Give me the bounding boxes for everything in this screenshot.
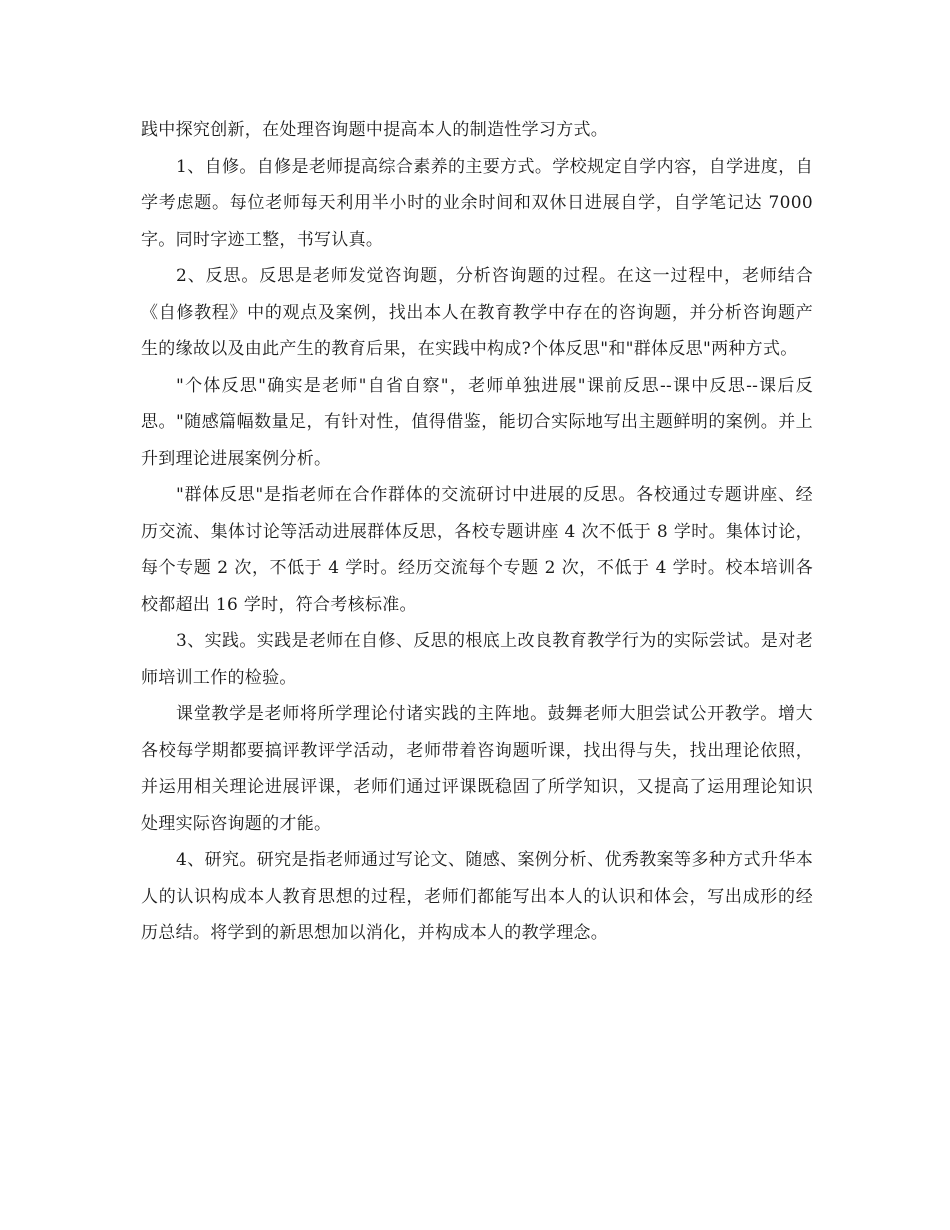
paragraph-self-study: 1、自修。自修是老师提高综合素养的主要方式。学校规定自学内容，自学进度，自学考虑题。每位老师每天利用半小时的业余时间和双休日进展自学，自学笔记达 7000 字。同时字迹工整，书写认真。	[141, 156, 813, 250]
document-body	[141, 112, 813, 952]
paragraph-continuation: 践中探究创新，在处理咨询题中提高本人的制造性学习方式。	[141, 120, 609, 140]
paragraph-practice: 3、实践。实践是老师在自修、反思的根底上改良教育教学行为的实际尝试。是对老师培训工作的检验。	[141, 631, 813, 688]
paragraph-group-reflection: "群体反思"是指老师在合作群体的交流研讨中进展的反思。各校通过专题讲座、经历交流、集体讨论等活动进展群体反思，各校专题讲座 4 次不低于 8 学时。集体讨论，每个专题 2 次，不低于 4 学时。经历交流每个专题 2 次，不低于 4 学时。校本培训各校都超出 16 学时，符合考核标准。	[141, 485, 813, 615]
paragraph-classroom-teaching: 课堂教学是老师将所学理论付诸实践的主阵地。鼓舞老师大胆尝试公开教学。增大各校每学期都要搞评教评学活动，老师带着咨询题听课，找出得与失，找出理论依照，并运用相关理论进展评课，老师们通过评课既稳固了所学知识，又提高了运用理论知识处理实际咨询题的才能。	[141, 704, 813, 834]
paragraph-individual-reflection: "个体反思"确实是老师"自省自察"，老师单独进展"课前反思--课中反思--课后反思。"随感篇幅数量足，有针对性，值得借鉴，能切合实际地写出主题鲜明的案例。并上升到理论进展案例分析。	[141, 375, 813, 469]
paragraph-research: 4、研究。研究是指老师通过写论文、随感、案例分析、优秀教案等多种方式升华本人的认识构成本人教育思想的过程，老师们都能写出本人的认识和体会，写出成形的经历总结。将学到的新思想加以消化，并构成本人的教学理念。	[141, 850, 813, 943]
paragraph-reflection: 2、反思。反思是老师发觉咨询题，分析咨询题的过程。在这一过程中，老师结合《自修教程》中的观点及案例，找出本人在教育教学中存在的咨询题，并分析咨询题产生的缘故以及由此产生的教育后果，在实践中构成?个体反思"和"群体反思"两种方式。	[141, 266, 813, 359]
